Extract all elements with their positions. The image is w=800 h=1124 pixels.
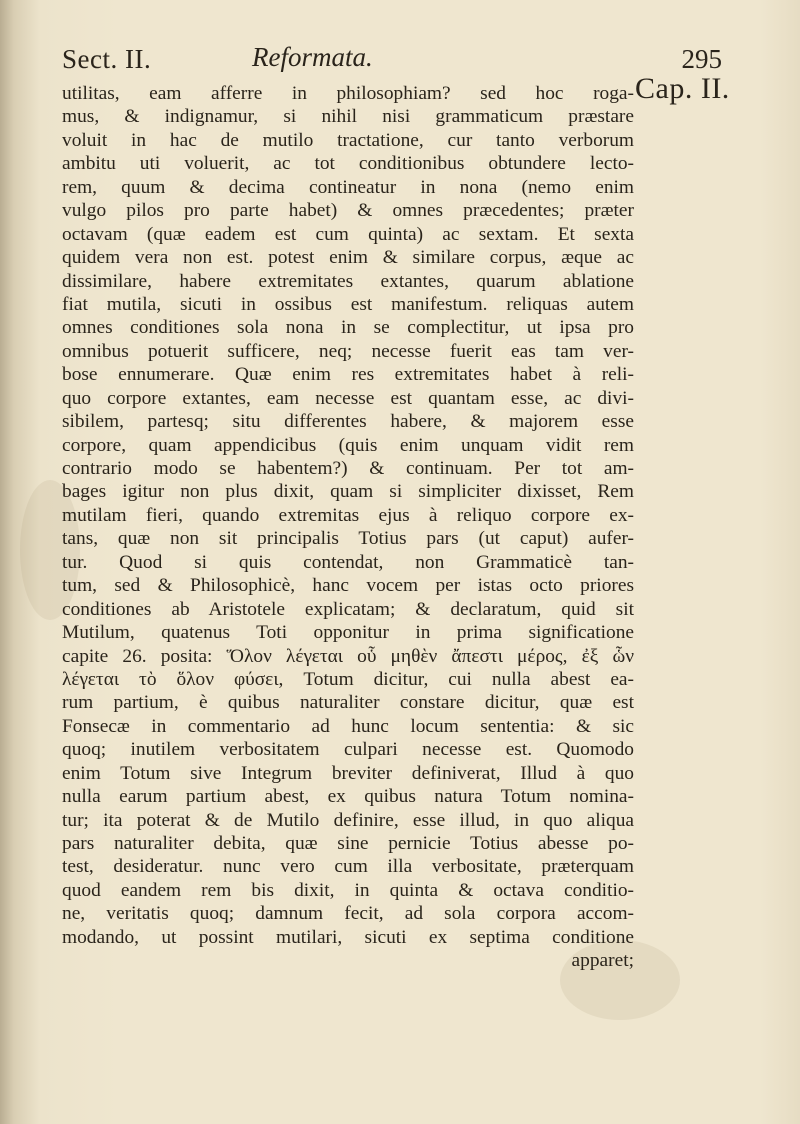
text-line: bages igitur non plus dixit, quam si simpliciter dixisset, Rem xyxy=(62,481,634,503)
running-header xyxy=(62,40,722,80)
text-line: omnes conditiones sola nona in se complectitur, ut ipsa pro xyxy=(62,317,634,339)
text-line: Fonsecæ in commentario ad hunc locum sententia: & sic xyxy=(62,715,634,737)
text-line: fiat mutila, sicuti in ossibus est manifestum. reliquas autem xyxy=(62,293,634,315)
text-line: nulla earum partium abest, ex quibus natura Totum nomina- xyxy=(62,786,634,808)
text-line: omnibus potuerit sufficere, neq; necesse fuerit eas tam ver- xyxy=(62,340,634,362)
chapter-margin-note: Cap. II. xyxy=(635,72,730,105)
section-label: Sect. II. xyxy=(62,44,152,74)
text-line: quoq; inutilem verbositatem culpari necesse est. Quomodo xyxy=(62,739,634,761)
text-line: quidem vera non est. potest enim & similare corpus, æque ac xyxy=(62,247,634,269)
text-line: contrario modo se habentem?) & continuam. Per tot am- xyxy=(62,458,634,479)
text-line: Mutilum, quatenus Toti opponitur in prima significatione xyxy=(62,622,634,644)
text-line: mus, & indignamur, si nihil nisi grammaticum præstare xyxy=(62,106,634,128)
text-line: corpore, quam appendicibus (quis enim unquam vidit rem xyxy=(62,434,634,456)
text-line: octavam (quæ eadem est cum quinta) ac sextam. Et sexta xyxy=(62,223,634,245)
text-line: mutilam fieri, quando extremitas ejus à reliquo corpore ex- xyxy=(62,504,634,526)
page-number: 295 xyxy=(681,44,722,74)
text-line: tur. Quod si quis contendat, non Grammaticè tan- xyxy=(62,551,634,573)
text-line: modando, ut possint mutilari, sicuti ex septima conditione xyxy=(62,926,634,948)
text-line: rem, quum & decima contineatur in nona (nemo enim xyxy=(62,176,634,198)
text-line: test, desideratur. nunc vero cum illa verbositate, præterquam xyxy=(62,856,634,878)
text-line: apparet; xyxy=(571,950,634,972)
text-line: dissimilare, habere extremitates extantes, quarum ablatione xyxy=(62,270,634,292)
text-line: sibilem, partesq; situ differentes habere, & majorem esse xyxy=(62,411,634,433)
text-line: tans, quæ non sit principalis Totius pars (ut caput) aufer- xyxy=(62,528,634,550)
text-line: λέγεται τὸ ὅλον φύσει, Totum dicitur, cui nulla abest ea- xyxy=(62,668,634,690)
text-line: quod eandem rem bis dixit, in quinta & octava conditio- xyxy=(62,879,634,901)
text-line: utilitas, eam afferre in philosophiam? sed hoc roga- xyxy=(62,83,634,104)
text-line: bose ennumerare. Quæ enim res extremitates habet à reli- xyxy=(62,364,634,386)
text-line: pars naturaliter debita, quæ sine pernicie Totius abesse po- xyxy=(62,833,634,854)
text-line: ambitu uti voluerit, ac tot conditionibus obtundere lecto- xyxy=(62,153,634,175)
text-line: vulgo pilos pro parte habet) & omnes præcedentes; præter xyxy=(62,200,634,222)
text-line: enim Totum sive Integrum breviter definiverat, Illud à quo xyxy=(62,762,634,784)
text-line: tur; ita poterat & de Mutilo definire, esse illud, in quo aliqua xyxy=(62,809,634,831)
running-title: Reformata. xyxy=(252,42,373,72)
text-line: tum, sed & Philosophicè, hanc vocem per istas octo priores xyxy=(62,575,634,597)
text-line: voluit in hac de mutilo tractatione, cur tanto verborum xyxy=(62,129,634,151)
text-line: quo corpore extantes, eam necesse est quantam esse, ac divi- xyxy=(62,387,634,409)
text-line: ne, veritatis quoq; damnum fecit, ad sola corpora accom- xyxy=(62,903,634,925)
text-line: capite 26. posita: Ὅλον λέγεται οὗ μηθὲν ἄπεστι μέρος, ἐξ ὧν xyxy=(62,645,634,667)
text-line: conditiones ab Aristotele explicatam; & declaratum, quid sit xyxy=(62,598,634,620)
text-line: rum partium, è quibus naturaliter constare dicitur, quæ est xyxy=(62,692,634,714)
body-text xyxy=(62,82,634,973)
